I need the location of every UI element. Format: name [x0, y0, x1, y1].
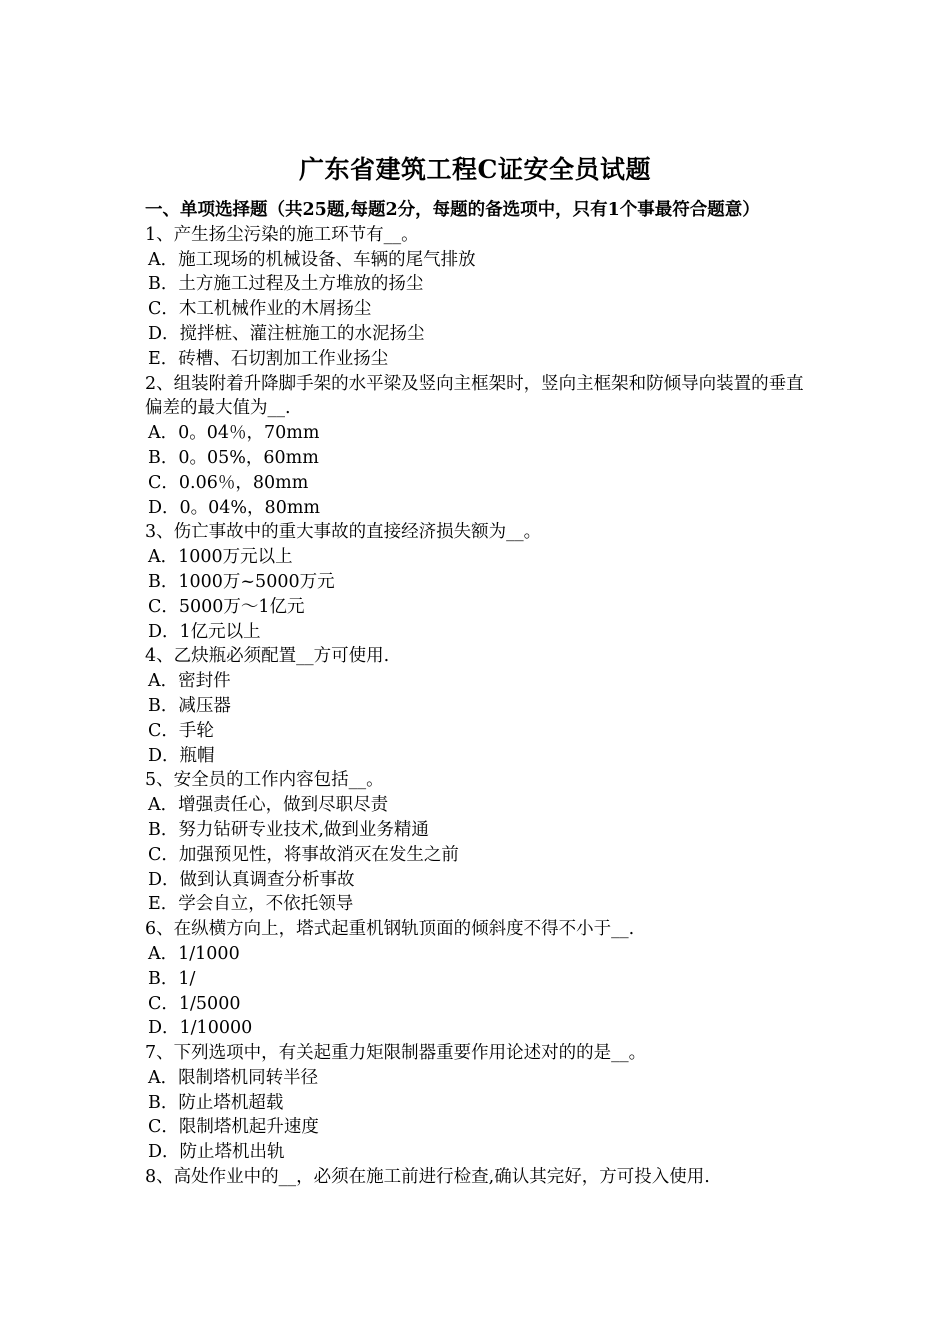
option: A．1000万元以上: [148, 547, 293, 568]
option: B．减压器: [148, 695, 231, 716]
option: C．限制塔机起升速度: [148, 1117, 319, 1138]
option: C．木工机械作业的木屑扬尘: [148, 299, 372, 320]
question-stem: 2、组装附着升降脚手架的水平梁及竖向主框架时，竖向主框架和防倾导向装置的垂直偏差的最大值为__.: [145, 373, 804, 419]
option: D．0。04%，80mm: [148, 497, 321, 518]
option: B．努力钻研专业技术,做到业务精通: [148, 819, 429, 840]
option: D．防止塔机出轨: [148, 1142, 285, 1163]
question-stem: 5、安全员的工作内容包括__。: [145, 770, 384, 791]
option: B．1000万~5000万元: [148, 571, 335, 592]
option: D．1/10000: [148, 1018, 253, 1039]
option: C．5000万～1亿元: [148, 596, 305, 617]
question-stem: 1、产生扬尘污染的施工环节有__。: [145, 224, 419, 245]
option: B．防止塔机超载: [148, 1092, 284, 1113]
option: A．1/1000: [148, 943, 240, 964]
option: D．做到认真调查分析事故: [148, 869, 355, 890]
option: A．施工现场的机械设备、车辆的尾气排放: [148, 249, 476, 270]
question-stem: 6、在纵横方向上，塔式起重机钢轨顶面的倾斜度不得不小于__.: [145, 919, 635, 940]
option: E．学会自立，不依托领导: [148, 894, 354, 915]
option: D．1亿元以上: [148, 621, 261, 642]
option: E．砖槽、石切割加工作业扬尘: [148, 348, 389, 369]
option: D．瓶帽: [148, 745, 215, 766]
option: C．加强预见性，将事故消灭在发生之前: [148, 844, 459, 865]
option: C．0.06％，80mm: [148, 472, 309, 493]
question-stem: 4、乙炔瓶必须配置__方可使用.: [145, 646, 390, 667]
question-stem: 8、高处作业中的__，必须在施工前进行检查,确认其完好，方可投入使用.: [145, 1167, 710, 1188]
option: C．手轮: [148, 720, 214, 741]
section-heading: 一、单项选择题（共25题,每题2分，每题的备选项中，只有1个事最符合题意）: [145, 200, 760, 220]
option: A．增强责任心，做到尽职尽责: [148, 795, 389, 816]
option: D．搅拌桩、灌注桩施工的水泥扬尘: [148, 323, 425, 344]
option: C．1/5000: [148, 993, 241, 1014]
question-stem: 7、下列选项中，有关起重力矩限制器重要作用论述对的的是__。: [145, 1043, 647, 1064]
option: A．限制塔机同转半径: [148, 1067, 319, 1088]
option: B．土方施工过程及土方堆放的扬尘: [148, 274, 424, 295]
option: A．密封件: [148, 671, 231, 692]
page-title: 广东省建筑工程C证安全员试题: [299, 155, 651, 184]
option: A．0。04％，70mm: [148, 423, 320, 444]
option: B．1/: [148, 968, 196, 989]
option: B．0。05%，60mm: [148, 447, 319, 468]
question-stem: 3、伤亡事故中的重大事故的直接经济损失额为__。: [145, 522, 542, 543]
question-list: [145, 198, 810, 1190]
